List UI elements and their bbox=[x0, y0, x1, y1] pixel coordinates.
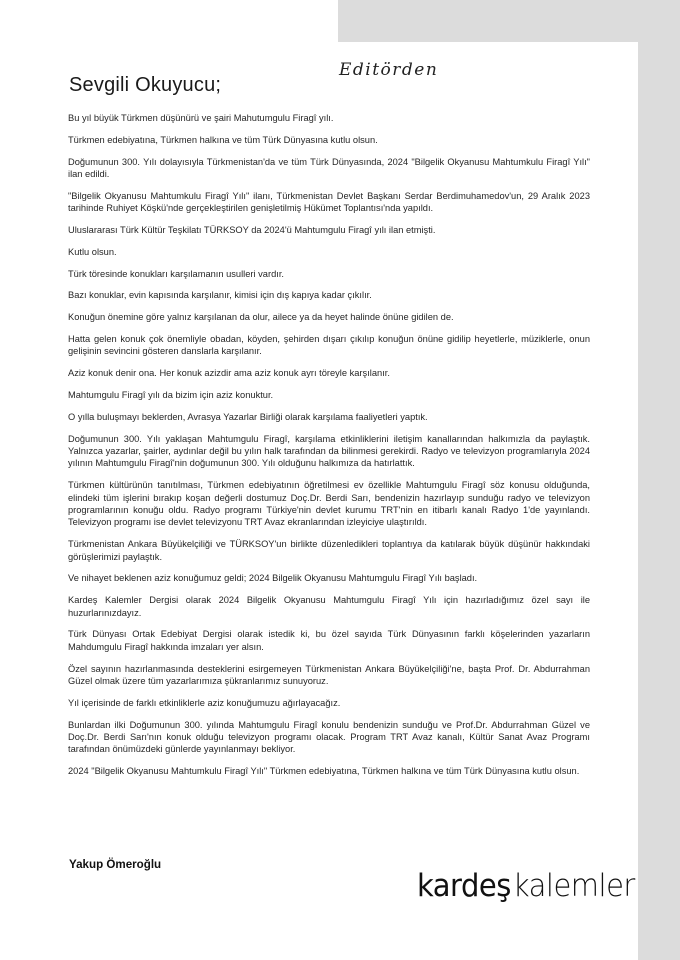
section-title: Editörden bbox=[339, 60, 439, 80]
magazine-logo bbox=[417, 867, 635, 904]
paragraph: Türkmenistan Ankara Büyükelçiliği ve TÜRKSOY'un birlikte düzenledikleri toplantıya da katılarak büyük düşünür hakkındaki görüşlerimizi paylaştık. bbox=[68, 539, 590, 562]
paragraph: Hatta gelen konuk çok önemliyle obadan, köyden, şehirden dışarı çıkılıp konuğun önüne gidilip heyetlerle, müziklerle, onun gelişinin sevincini gösteren danslarla karşılanır. bbox=[68, 333, 590, 357]
signature: Yakup Ömeroğlu bbox=[69, 858, 162, 871]
paragraph: 2024 "Bilgelik Okyanusu Mahtumkulu Firagî Yılı" Türkmen edebiyatına, Türkmen halkına ve tüm Türk Dünyasına kutlu olsun. bbox=[68, 766, 580, 777]
paragraph: Uluslararası Türk Kültür Teşkilatı TÜRKSOY da 2024'ü Mahtumgulu Firagî yılı ilan etmişti. bbox=[68, 225, 436, 235]
paragraph: Türkmen edebiyatına, Türkmen halkına ve tüm Türk Dünyasına kutlu olsun. bbox=[68, 134, 378, 145]
paragraph: Yıl içerisinde de farklı etkinliklerle aziz konuğumuzu ağırlayacağız. bbox=[68, 697, 341, 708]
paragraph: Kutlu olsun. bbox=[68, 246, 117, 257]
paragraph: Türkmen kültürünün tanıtılması, Türkmen edebiyatının öğretilmesi ev özellikle Mahtumgulu Firagî söz konusu olduğunda, elindeki tüm işlerini bırakıp koşan değerli dostumuz Doç.Dr. Berdi Sarı, bendenizin hazırlayıp sunduğu radyo ve televizyon programlarının konuğu oldu. Radyo programı Türkiye'nin devlet kurumu TRT'nin en itibarlı kanalı Radyo 1'de yayınlandı. Televizyon programı ise devlet televizyonu TRT Avaz ekranlarından izleyiciye ulaştırıldı. bbox=[68, 480, 590, 528]
top-decorative-band bbox=[338, 0, 680, 42]
paragraph: Özel sayının hazırlanmasında desteklerini esirgemeyen Türkmenistan Ankara Büyükelçiliği'ne, başta Prof. Dr. Abdurrahman Güzel olmak üzere tüm yazarlarımıza şükranlarımız sunuyoruz. bbox=[68, 663, 590, 687]
paragraph: O yılla buluşmayı beklerden, Avrasya Yazarlar Birliği olarak karşılama faaliyetleri yaptık. bbox=[68, 411, 428, 422]
paragraph: Konuğun önemine göre yalnız karşılanan da olur, ailece ya da heyet halinde önüne gidilen de. bbox=[68, 312, 454, 323]
logo-word-kardes: kardeş bbox=[417, 866, 511, 904]
salutation: Sevgili Okuyucu; bbox=[69, 74, 222, 96]
paragraph: "Bilgelik Okyanusu Mahtumkulu Firagî Yılı" ilanı, Türkmenistan Devlet Başkanı Serdar Berdimuhamedov'un, 29 Aralık 2023 tarihinde Ruhiyet Köşkü'nde gerçekleştirilen genişletilmiş Hükümet Toplantısı'nda yapıldı. bbox=[68, 190, 590, 214]
paragraph: Bazı konuklar, evin kapısında karşılanır, kimisi için dış kapıya kadar çıkılır. bbox=[68, 290, 372, 301]
letter-body bbox=[68, 112, 590, 787]
paragraph: Doğumunun 300. Yılı dolayısıyla Türkmenistan'da ve tüm Türk Dünyasında, 2024 "Bilgelik Okyanusu Mahtumkulu Firagî Yılı" ilan edildi. bbox=[68, 156, 590, 179]
paragraph: Bu yıl büyük Türkmen düşünürü ve şairi Mahutumgulu Firagî yılı. bbox=[68, 113, 334, 123]
paragraph: Ve nihayet beklenen aziz konuğumuz geldi; 2024 Bilgelik Okyanusu Mahtumgulu Firagî Yılı başladı. bbox=[68, 573, 478, 584]
logo-word-kalemler: kalemler bbox=[512, 866, 635, 904]
paragraph: Aziz konuk denir ona. Her konuk azizdir ama aziz konuk ayrı töreyle karşılanır. bbox=[68, 368, 390, 379]
paragraph: Doğumunun 300. Yılı yaklaşan Mahtumgulu Firagî, karşılama etkinliklerini iletişim kanallarından halkımızla da paylaştık. Yalnızca yazarlar, şairler, aydınlar değil bu yılın halk tarafından da bilinmesi gerekirdi. Radyo ve televizyon programlarıyla 2024 yılının Mahtumgulu Firagî'nin doğumunun 300. Yılı olduğunu halkımıza da hatırlattık. bbox=[68, 433, 590, 469]
right-decorative-band bbox=[638, 42, 680, 960]
paragraph: Kardeş Kalemler Dergisi olarak 2024 Bilgelik Okyanusu Mahtumgulu Firagî Yılı için hazırladığımız özel sayı ile huzurlarınızdayız. bbox=[68, 595, 590, 618]
paragraph: Türk Dünyası Ortak Edebiyat Dergisi olarak istedik ki, bu özel sayıda Türk Dünyasının farklı köşelerinden yazarların Mahdumgulu Firagî hakkında imzaları yer alsın. bbox=[68, 629, 590, 652]
paragraph: Bunlardan ilki Doğumunun 300. yılında Mahtumgulu Firagî konulu bendenizin sunduğu ve Prof.Dr. Abdurrahman Güzel ve Doç.Dr. Berdi Sarı'nın konuk olduğu televizyon programı olacak. Program TRT Avaz kanalı, Kültür Sanat Avaz Programı tarafından önümüzdeki günlerde yayınlanmayı bekliyor. bbox=[68, 719, 590, 755]
paragraph: Mahtumgulu Firagî yılı da bizim için aziz konuktur. bbox=[68, 389, 274, 400]
paragraph: Türk töresinde konukları karşılamanın usulleri vardır. bbox=[68, 268, 284, 279]
